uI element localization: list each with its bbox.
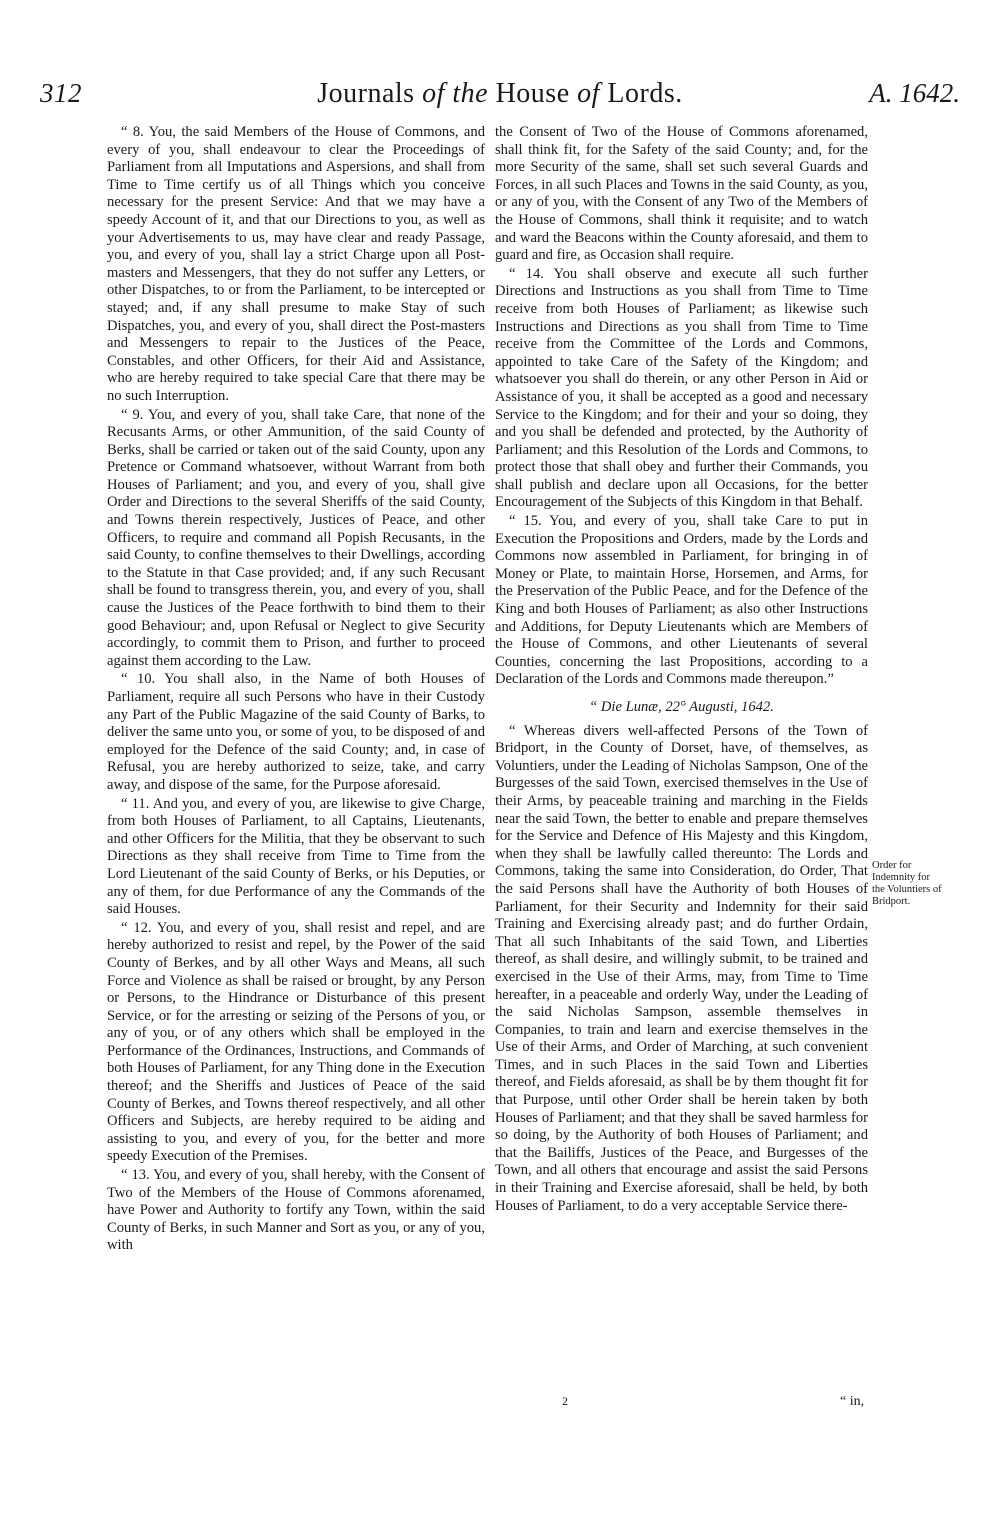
dateline: “ Die Lunæ, 22° Augusti, 1642.	[589, 699, 774, 715]
paragraph: “ 9. You, and every of you, shall take Care, that none of the Recusants Arms, or other Ammunition, of the said County of Berks, shall be carried or taken out of the said County, upon any Pretence or Command whatsoever, without Warrant from both Houses of Parliament; and you, and every of you, shall give Order and Directions to the several Sheriffs of the said County, and Towns therein respectively, Justices of Peace, and other Officers, to require and command all Popish Recusants, in the said County, to confine themselves to their Dwellings, according to the Statute in that Case provided; and, if any such Recusant shall be found to transgress therein, you, and every of you, shall cause the Justices of the Peace forthwith to bind them to their good Behaviour; and, upon Refusal or Neglect to give Security accordingly, to commit them to Prison, and further to proceed against them according to the Law.	[107, 406, 485, 669]
year-heading: A. 1642.	[869, 78, 960, 108]
paragraph: “ 12. You, and every of you, shall resist and repel, and are hereby authorized to resist and repel, by the Power of the said County of Berkes, and by all other Ways and Means, all such Force and Violence as shall be raised or brought, by any Person or Persons, to the Hindrance or Disturbance of this present Service, or for the arresting or seizing of the Persons of you, or any of you, or of any others which shall be employed in the Performance of the Ordinances, Instructions, and Commands of both Houses of Parliament, for any Thing done in the Execution thereof; and the Sheriffs and Justices of Peace of the said County of Berkes, and Towns thereof respectively, and all other Officers and Subjects, are hereby required to be aiding and assisting to you, and every of you, for the better and more speedy Execution of the Premises.	[107, 919, 485, 1165]
left-column	[107, 124, 485, 1255]
page-header	[40, 78, 960, 118]
paragraph: “ 11. And you, and every of you, are likewise to give Charge, from both Houses of Parliament, to all Captains, Lieutenants, and other Officers for the Militia, that they be observant to such Directions as they shall receive from Time to Time from the Lord Lieutenant of the said County of Berks, or his Deputies, or any of them, for due Performance of any the Commands of the said Houses.	[107, 795, 485, 918]
paragraph: “ Whereas divers well-affected Persons of the Town of Bridport, in the County of Dorset, have, of themselves, as Voluntiers, under the Leading of Nicholas Sampson, One of the Burgesses of the said Town, exercised themselves in the Use of their Arms, by peaceable training and marching in the Fields near the said Town, the better to enable and prepare themselves for the Service and Defence of His Majesty and this Kingdom, when they shall be lawfully called thereunto: The Lords and Commons, taking the same into Consideration, do Order, That the said Persons shall have the Authority of both Houses of Parliament, for their Security and Indemnity for their said Training and Exercising already past; and do further Ordain, That all such Inhabitants of the said Town, and Liberties thereof, as shall desire, and willingly submit, to be trained and exercised in the Use of their Arms, may, from Time to Time hereafter, in a peaceable and orderly Way, under the Leading of the said Nicholas Sampson, assemble themselves in Companies, to train and learn and exercise themselves in the Use of their Arms, and Order of Marching, at such convenient Times, and in such Places in the said Town and Liberties thereof, and Fields aforesaid, as shall be by them thought fit for that Purpose, until other Order shall be herein taken by both Houses of Parliament; and that they shall be saved harmless for so doing, by the Authority of both Houses of Parliament; and that the Bailiffs, Justices of the Peace, and Burgesses of the Town, and all others that encourage and assist the said Persons in their Training and Exercise aforesaid, shall be held, by both Houses of Parliament, to do a very acceptable Service there-	[495, 722, 868, 1214]
title-part: Lords.	[599, 78, 683, 109]
paragraph: “ 14. You shall observe and execute all such further Directions and Instructions as you shall from Time to Time receive from both Houses of Parliament; as likewise such Instructions and Directions as you shall from Time to Time receive from the Committee of the Lords and Commons, appointed to take Care of the Safety of the Kingdom; and whatsoever you shall do therein, or any other Person in Aid or Assistance of you, it shall be accepted as a good and necessary Service to the Kingdom; and for their and your so doing, they and you shall be defended and protected, by the Authority of Parliament; and this Resolution of the Lords and Commons, to protect those that shall obey and further their Commands, you shall publish and declare upon all Occasions, for the better Encouragement of the Subjects of this Kingdom in that Behalf.	[495, 265, 868, 511]
title-part: of	[577, 78, 600, 109]
right-column	[495, 124, 868, 1215]
margin-note: Order for Indemnity for the Voluntiers of Bridport.	[872, 860, 942, 907]
paragraph: “ 10. You shall also, in the Name of both Houses of Parliament, require all such Persons who have in their Custody any Part of the Public Magazine of the said County of Barks, to deliver the same unto you, or some of you, to be disposed of and employed for the Defence of the said County; and, in case of Refusal, you are hereby authorized to seize, take, and carry away, and dispose of the same, for the Purpose aforesaid.	[107, 671, 485, 793]
catchword: “ in,	[840, 1394, 865, 1409]
paragraph: “ 15. You, and every of you, shall take Care to put in Execution the Propositions and Orders, made by the Lords and Commons now assembled in Parliament, for bringing in of Money or Plate, to maintain Horse, Horsemen, and Arms, for the Preservation of the Public Peace, and for the Defence of the King and both Houses of Parliament; as also other Instructions and Additions, for Deputy Lieutenants which are Members of the House of Commons, and other Lieutenants of several Counties, concerning the last Propositions, according to a Declaration of the Lords and Commons made thereupon.”	[495, 513, 868, 688]
paragraph: “ 13. You, and every of you, shall hereby, with the Consent of Two of the Members of the House of Commons aforenamed, have Power and Authority to fortify any Town, within the said County of Berks, in such Manner and Sort as you, or any of you, with	[107, 1167, 485, 1254]
running-title	[40, 78, 960, 110]
title-part: House	[488, 78, 578, 109]
title-part: of the	[422, 78, 489, 109]
paragraph: the Consent of Two of the House of Commons aforenamed, shall think fit, for the Safety of the said County; and, for the more Security of the same, shall set such several Guards and Forces, in all such Places and Towns in the said County, as you, or any of you, with the Consent of any Two of the Members of the House of Commons, shall think it requisite; and to watch and ward the Beacons within the County aforesaid, and them to guard and fire, as Occasion shall require.	[495, 124, 868, 264]
signature-mark: 2	[562, 1394, 568, 1408]
page-number: 312	[40, 78, 82, 108]
title-part: Journals	[317, 78, 423, 109]
paragraph: “ 8. You, the said Members of the House of Commons, and every of you, shall endeavour to clear the Proceedings of Parliament from all Imputations and Aspersions, and shall from Time to Time certify us of all Things which you conceive necessary for the present Service: And that we may have a speedy Account of it, and that our Directions to you, as well as your Advertisements to us, may have clear and ready Passage, you, and every of you, shall lay a strict Charge upon all Post-masters and Messengers, that they do not suffer any Letters, or other Dispatches, to or from the Parliament, to be intercepted or stayed; and, if any shall presume to make Stay of such Dispatches, you, and every of you, shall direct the Post-masters and Messengers to repair to the Justices of the Peace, Constables, and other Officers, for their Aid and Assistance, who are hereby required to take special Care that there may be no such Interruption.	[107, 124, 485, 404]
